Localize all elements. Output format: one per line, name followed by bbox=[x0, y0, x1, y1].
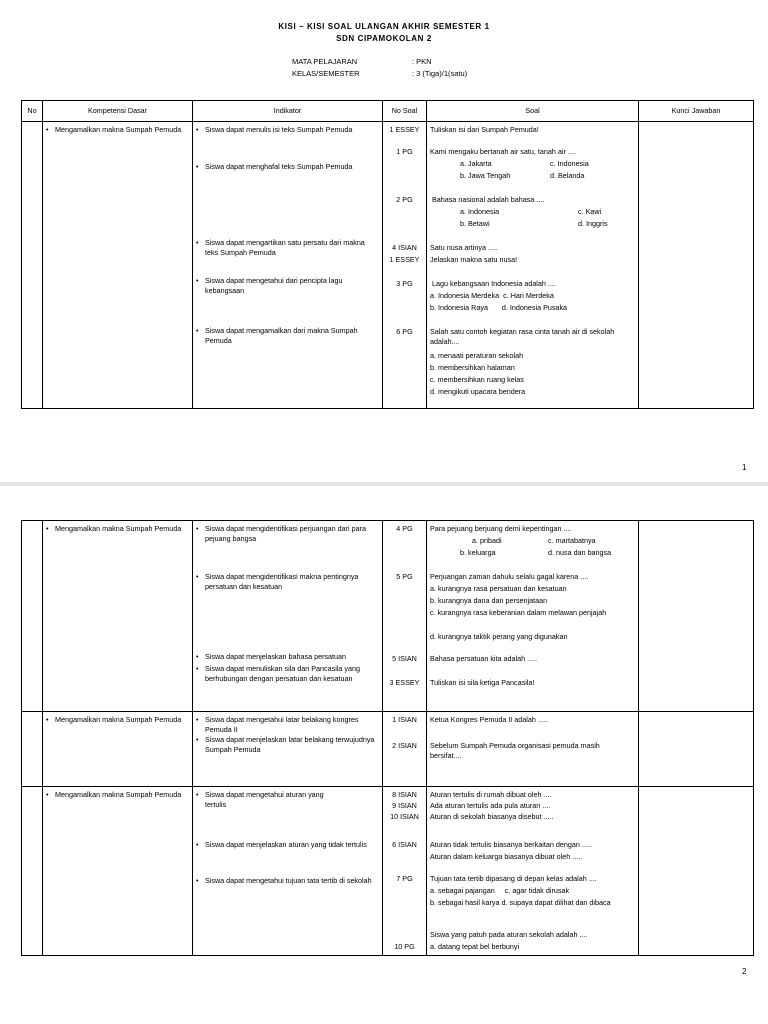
kelas-value: : 3 (Tiga)/1(satu) bbox=[412, 69, 468, 78]
indikator-g2-1: • Siswa dapat mengetahui latar belakang kongres Pemuda II bbox=[196, 715, 379, 735]
page-one bbox=[0, 0, 768, 482]
no-soal-g2-1: 1 ISIAN bbox=[392, 715, 417, 724]
kunci-cell bbox=[639, 712, 754, 787]
kd-text: • Mengamalkan makna Sumpah Pemuda bbox=[46, 125, 189, 135]
col-header-indikator: Indikator bbox=[193, 101, 383, 122]
no-cell bbox=[22, 521, 43, 712]
soal-2-opt-c: c. Indonesia bbox=[550, 159, 589, 168]
soal-2: Kami mengaku bertanah air satu, tanah air .... bbox=[430, 147, 576, 156]
kunci-cell bbox=[639, 122, 754, 409]
soal-g3-3: Aturan di sekolah biasanya disebut ..... bbox=[430, 812, 554, 821]
kd-cell bbox=[43, 521, 193, 712]
no-soal-7: 6 PG bbox=[396, 327, 413, 336]
indikator-2: • Siswa dapat menghafal teks Sumpah Pemuda bbox=[196, 162, 379, 172]
indikator-5: • Siswa dapat mengamalkan dari makna Sumpah Pemuda bbox=[196, 326, 379, 346]
no-soal-cell bbox=[383, 787, 427, 956]
indikator-g3-1: • Siswa dapat mengetahui aturan yang tertulis bbox=[196, 790, 329, 810]
soal-2-opt-a: a. Jakarta bbox=[460, 159, 492, 168]
kd-cell bbox=[43, 122, 193, 409]
no-soal-g1-3: 5 ISIAN bbox=[392, 654, 417, 663]
kunci-cell bbox=[639, 521, 754, 712]
soal-6-line-2: b. Indonesia Raya d. Indonesia Pusaka bbox=[430, 303, 568, 312]
soal-g1-3: Bahasa persatuan kita adalah ..... bbox=[430, 654, 538, 663]
soal-7-line-1: a. menaati peraturan sekolah bbox=[430, 351, 524, 360]
soal-g1-2-line-1: a. kurangnya rasa persatuan dan kesatuan bbox=[430, 584, 567, 593]
soal-3-opt-a: a. Indonesia bbox=[460, 207, 500, 216]
school-name: SDN CIPAMOKOLAN 2 bbox=[336, 34, 432, 43]
no-soal-cell bbox=[383, 712, 427, 787]
no-cell bbox=[22, 122, 43, 409]
soal-g1-1: Para pejuang berjuang demi kepentingan .... bbox=[430, 524, 572, 533]
no-soal-g3-3: 10 ISIAN bbox=[390, 812, 419, 821]
soal-4: Satu nusa artinya ..... bbox=[430, 243, 498, 252]
page-two bbox=[0, 486, 768, 1024]
indikator-g1-4: • Siswa dapat menuliskan sila dari Pancasila yang berhubungan dengan persatuan dan kesatuan bbox=[196, 664, 379, 684]
soal-cell bbox=[427, 122, 639, 409]
document-title: KISI – KISI SOAL ULANGAN AKHIR SEMESTER 1 bbox=[278, 22, 490, 31]
col-header-soal: Soal bbox=[427, 101, 639, 122]
soal-g3-7: Siswa yang patuh pada aturan sekolah adalah .... bbox=[430, 930, 588, 939]
soal-g3-2: Ada aturan tertulis ada pula aturan .... bbox=[430, 801, 551, 810]
indikator-g1-3: • Siswa dapat menjelaskan bahasa persatuan bbox=[196, 652, 379, 662]
soal-g3-6: Tujuan tata tertib dipasang di depan kelas adalah .... bbox=[430, 874, 597, 883]
soal-g1-4: Tuliskan isi sila ketiga Pancasila! bbox=[430, 678, 535, 687]
no-soal-g3-2: 9 ISIAN bbox=[392, 801, 417, 810]
no-cell bbox=[22, 712, 43, 787]
soal-g1-2-line-4: d. kurangnya taktik perang yang digunakan bbox=[430, 632, 568, 641]
soal-5: Jelaskan makna satu nusa! bbox=[430, 255, 518, 264]
soal-g3-4: Aturan tidak tertulis biasanya berkaitan dengan ..... bbox=[430, 840, 592, 849]
soal-g3-5: Aturan dalam keluarga biasanya dibuat oleh ..... bbox=[430, 852, 583, 861]
indikator-g1-2: • Siswa dapat mengidentifikasi makna pentingnya persatuan dan kesatuan bbox=[196, 572, 379, 592]
soal-g1-1-opt-c: c. martabatnya bbox=[548, 536, 596, 545]
no-cell bbox=[22, 787, 43, 956]
kd-cell bbox=[43, 712, 193, 787]
no-soal-g1-1: 4 PG bbox=[396, 524, 413, 533]
soal-3-opt-d: d. Inggris bbox=[578, 219, 608, 228]
indikator-g3-3: • Siswa dapat mengetahui tujuan tata tertib di sekolah bbox=[196, 876, 379, 886]
soal-7-line-2: b. membersihkan halaman bbox=[430, 363, 515, 372]
col-header-no: No bbox=[22, 101, 43, 122]
mapel-value: : PKN bbox=[412, 57, 432, 66]
soal-1: Tuliskan isi dari Sumpah Pemuda! bbox=[430, 125, 539, 134]
no-soal-g3-6: 10 PG bbox=[394, 942, 415, 951]
no-soal-g2-2: 2 ISIAN bbox=[392, 741, 417, 750]
soal-7-line-3: c. membersihkan ruang kelas bbox=[430, 375, 524, 384]
indikator-cell bbox=[193, 712, 383, 787]
table-row bbox=[22, 521, 754, 712]
soal-cell bbox=[427, 712, 639, 787]
kelas-label: KELAS/SEMESTER bbox=[292, 69, 360, 78]
indikator-4: • Siswa dapat mengetahui dari pencipta lagu kebangsaan bbox=[196, 276, 379, 296]
indikator-cell bbox=[193, 787, 383, 956]
indikator-g2-2: • Siswa dapat menjelaskan latar belakang terwujudnya Sumpah Pemuda bbox=[196, 735, 379, 755]
soal-3: Bahasa nasional adalah bahasa .... bbox=[432, 195, 545, 204]
no-soal-cell bbox=[383, 122, 427, 409]
no-soal-4: 4 ISIAN bbox=[392, 243, 417, 252]
col-header-kd: Kompetensi Dasar bbox=[43, 101, 193, 122]
kd-cell bbox=[43, 787, 193, 956]
soal-g1-1-opt-b: b. keluarga bbox=[460, 548, 496, 557]
soal-7-line-4: d. mengikuti upacara bendera bbox=[430, 387, 526, 396]
col-header-kunci: Kunci Jawaban bbox=[639, 101, 754, 122]
no-soal-g3-1: 8 ISIAN bbox=[392, 790, 417, 799]
no-soal-6: 3 PG bbox=[396, 279, 413, 288]
indikator-cell bbox=[193, 122, 383, 409]
indikator-3: • Siswa dapat mengartikan satu persatu dari makna teks Sumpah Pemuda bbox=[196, 238, 379, 258]
soal-g1-1-opt-a: a. pribadi bbox=[472, 536, 502, 545]
indikator-1: • Siswa dapat menulis isi teks Sumpah Pemuda bbox=[196, 125, 379, 135]
soal-6-line-1: a. Indonesia Merdeka c. Hari Merdeka bbox=[430, 291, 554, 300]
mapel-label: MATA PELAJARAN bbox=[292, 57, 358, 66]
no-soal-cell bbox=[383, 521, 427, 712]
kd-text: • Mengamalkan makna Sumpah Pemuda bbox=[46, 715, 189, 725]
no-soal-2: 1 PG bbox=[396, 147, 413, 156]
table-row bbox=[22, 122, 754, 409]
no-soal-3: 2 PG bbox=[396, 195, 413, 204]
soal-6: Lagu kebangsaan Indonesia adalah .... bbox=[432, 279, 556, 288]
soal-2-opt-b: b. Jawa Tengah bbox=[460, 171, 511, 180]
soal-g3-7-line-1: a. datang tepat bel berbunyi bbox=[430, 942, 520, 951]
soal-g1-2-line-2: b. kurangnya dana dan persenjataan bbox=[430, 596, 548, 605]
no-soal-g3-5: 7 PG bbox=[396, 874, 413, 883]
soal-2-opt-d: d. Belanda bbox=[550, 171, 585, 180]
soal-3-opt-c: c. Kawi bbox=[578, 207, 602, 216]
soal-g2-2: Sebelum Sumpah Pemuda organisasi pemuda masih bersifat.... bbox=[430, 741, 600, 760]
kunci-cell bbox=[639, 787, 754, 956]
no-soal-1: 1 ESSEY bbox=[389, 125, 420, 134]
table-header-row bbox=[22, 101, 754, 122]
soal-3-opt-b: b. Betawi bbox=[460, 219, 490, 228]
indikator-cell bbox=[193, 521, 383, 712]
no-soal-g3-4: 6 ISIAN bbox=[392, 840, 417, 849]
kisi-table-page1 bbox=[21, 100, 754, 409]
soal-g3-1: Aturan tertulis di rumah dibuat oleh .... bbox=[430, 790, 552, 799]
soal-7: Salah satu contoh kegiatan rasa cinta tanah air di sekolah adalah.... bbox=[430, 327, 615, 346]
page-number-1: 1 bbox=[742, 463, 747, 472]
indikator-g3-2: • Siswa dapat menjelaskan aturan yang tidak tertulis bbox=[196, 840, 379, 850]
no-soal-5: 1 ESSEY bbox=[389, 255, 420, 264]
soal-g3-6-line-2: b. sebagai hasil karya d. supaya dapat dilihat dan dibaca bbox=[430, 898, 611, 907]
soal-g3-6-line-1: a. sebagai pajangan c. agar tidak dirusak bbox=[430, 886, 570, 895]
soal-g2-1: Ketua Kongres Pemuda II adalah ..... bbox=[430, 715, 548, 724]
kisi-table-page2 bbox=[21, 520, 754, 956]
soal-g1-2-line-3: c. kurangnya rasa keberanian dalam melawan penjajah bbox=[430, 608, 607, 617]
soal-cell bbox=[427, 521, 639, 712]
soal-g1-1-opt-d: d. nusa dan bangsa bbox=[548, 548, 612, 557]
indikator-g1-1: • Siswa dapat mengidentifikasi perjuangan dari para pejuang bangsa bbox=[196, 524, 379, 544]
soal-g1-2: Perjuangan zaman dahulu selalu gagal karena .... bbox=[430, 572, 589, 581]
col-header-no-soal: No Soal bbox=[383, 101, 427, 122]
soal-cell bbox=[427, 787, 639, 956]
kd-text: • Mengamalkan makna Sumpah Pemuda bbox=[46, 524, 189, 534]
table-row bbox=[22, 787, 754, 956]
no-soal-g1-2: 5 PG bbox=[396, 572, 413, 581]
no-soal-g1-4: 3 ESSEY bbox=[389, 678, 420, 687]
kd-text: • Mengamalkan makna Sumpah Pemuda bbox=[46, 790, 189, 800]
table-row bbox=[22, 712, 754, 787]
page-number-2: 2 bbox=[742, 967, 747, 976]
